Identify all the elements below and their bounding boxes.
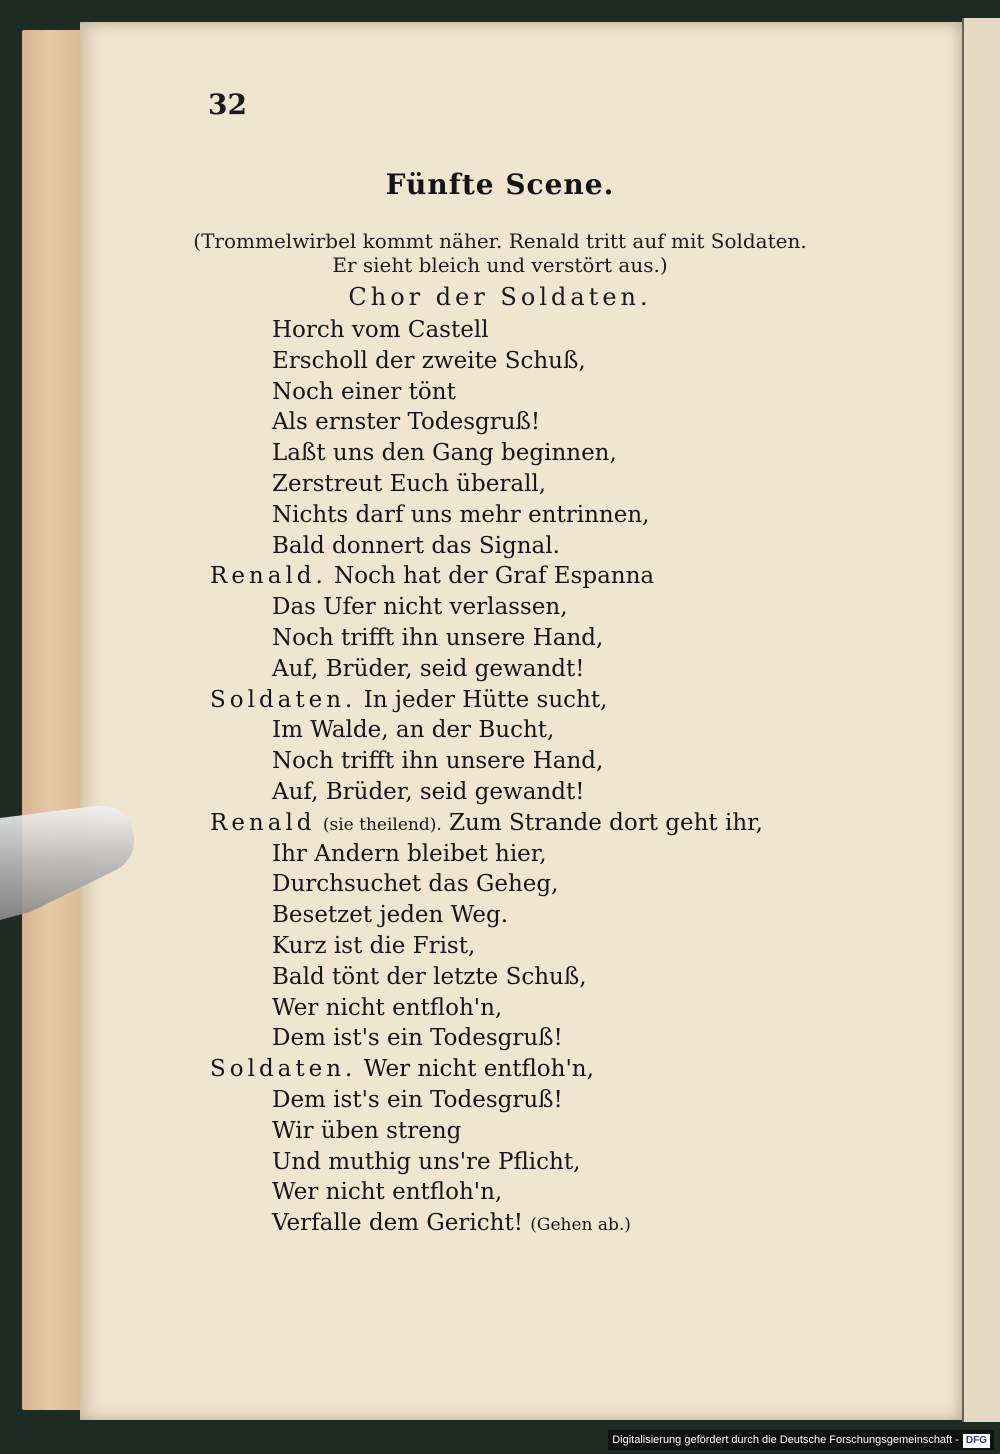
- line-text: Besetzet jeden Weg.: [272, 902, 509, 929]
- verse-line: [0, 1054, 1000, 1085]
- line-text: Ihr Andern bleibet hier,: [272, 840, 547, 867]
- stage-note: (Gehen ab.): [530, 1215, 631, 1236]
- line-text: Noch hat der Graf Espanna: [334, 563, 655, 590]
- line-text: Nichts darf uns mehr entrinnen,: [272, 501, 650, 528]
- speaker-name: Soldaten.: [210, 686, 357, 713]
- verse-line: [0, 900, 1000, 931]
- line-text: Auf, Brüder, seid gewandt!: [272, 778, 585, 805]
- verse-line: [0, 869, 1000, 900]
- line-text: Verfalle dem Gericht!: [272, 1210, 523, 1237]
- line-text: Laßt uns den Gang beginnen,: [272, 440, 617, 467]
- line-text: Wir üben streng: [272, 1117, 462, 1144]
- line-text: Horch vom Castell: [272, 317, 489, 343]
- line-text: Und muthig uns're Pflicht,: [272, 1148, 581, 1175]
- line-text: In jeder Hütte sucht,: [363, 686, 608, 713]
- verse-line: [0, 561, 1000, 592]
- verse-line: [0, 839, 1000, 870]
- verse-line: [0, 469, 1000, 500]
- speaker-name: Renald: [210, 809, 316, 836]
- line-text: Zum Strande dort geht ihr,: [449, 809, 763, 836]
- dfg-logo: DFG: [963, 1434, 990, 1448]
- line-text: Als ernster Todesgruß!: [272, 409, 541, 436]
- chorus-heading: Chor der Soldaten.: [348, 283, 652, 311]
- verse-line: [0, 1116, 1000, 1147]
- line-text: Wer nicht entfloh'n,: [363, 1056, 594, 1083]
- digitization-credit: [608, 1430, 994, 1450]
- verse-line: [0, 1023, 1000, 1054]
- verse-line: [0, 346, 1000, 377]
- verse-line: [0, 1177, 1000, 1208]
- credit-text: Digitalisierung gefördert durch die Deutsche Forschungsgemeinschaft -: [612, 1434, 959, 1446]
- scanner-finger-icon: [0, 800, 135, 920]
- verse-line: [0, 931, 1000, 962]
- verse-line: [0, 407, 1000, 438]
- verse-line: [0, 962, 1000, 993]
- line-text: Noch trifft ihn unsere Hand,: [272, 748, 604, 775]
- line-text: Dem ist's ein Todesgruß!: [272, 1025, 563, 1052]
- verse-line: [0, 592, 1000, 623]
- verse-line: [0, 1085, 1000, 1116]
- stage-direction-line-2: Er sieht bleich und verstört aus.): [332, 253, 668, 277]
- verse-line: [0, 438, 1000, 469]
- verse-line: [0, 377, 1000, 408]
- line-text: Das Ufer nicht verlassen,: [272, 594, 568, 621]
- verse-line: [0, 1147, 1000, 1178]
- verse-line: [0, 1208, 1000, 1239]
- line-text: Durchsuchet das Geheg,: [272, 871, 559, 898]
- speaker-name: Renald.: [210, 563, 327, 590]
- verse-line: [0, 654, 1000, 685]
- scene-title: Fünfte Scene.: [385, 168, 615, 201]
- verse-line: [0, 685, 1000, 716]
- line-text: Dem ist's ein Todesgruß!: [272, 1086, 563, 1113]
- page-number: 32: [208, 88, 247, 121]
- verse-line: [0, 777, 1000, 808]
- verse-line: [0, 500, 1000, 531]
- stage-note: (sie theilend).: [322, 814, 442, 835]
- line-text: Erscholl der zweite Schuß,: [272, 347, 586, 374]
- line-text: Noch einer tönt: [272, 378, 456, 405]
- speaker-name: Soldaten.: [210, 1056, 357, 1083]
- stage-direction-line-1: (Trommelwirbel kommt näher. Renald tritt auf mit Soldaten.: [193, 229, 807, 253]
- verse-line: [0, 808, 1000, 839]
- verse-line: [0, 715, 1000, 746]
- verse-line: [0, 993, 1000, 1024]
- verse-text: [0, 315, 1000, 1239]
- verse-line: [0, 315, 1000, 346]
- line-text: Bald tönt der letzte Schuß,: [272, 963, 587, 990]
- verse-line: [0, 746, 1000, 777]
- verse-line: [0, 531, 1000, 562]
- verse-line: [0, 623, 1000, 654]
- line-text: Auf, Brüder, seid gewandt!: [272, 655, 585, 682]
- line-text: Noch trifft ihn unsere Hand,: [272, 624, 604, 651]
- line-text: Bald donnert das Signal.: [272, 532, 560, 559]
- line-text: Im Walde, an der Bucht,: [272, 717, 555, 744]
- line-text: Kurz ist die Frist,: [272, 932, 476, 959]
- line-text: Wer nicht entfloh'n,: [272, 994, 503, 1021]
- line-text: Wer nicht entfloh'n,: [272, 1179, 503, 1206]
- line-text: Zerstreut Euch überall,: [272, 470, 547, 497]
